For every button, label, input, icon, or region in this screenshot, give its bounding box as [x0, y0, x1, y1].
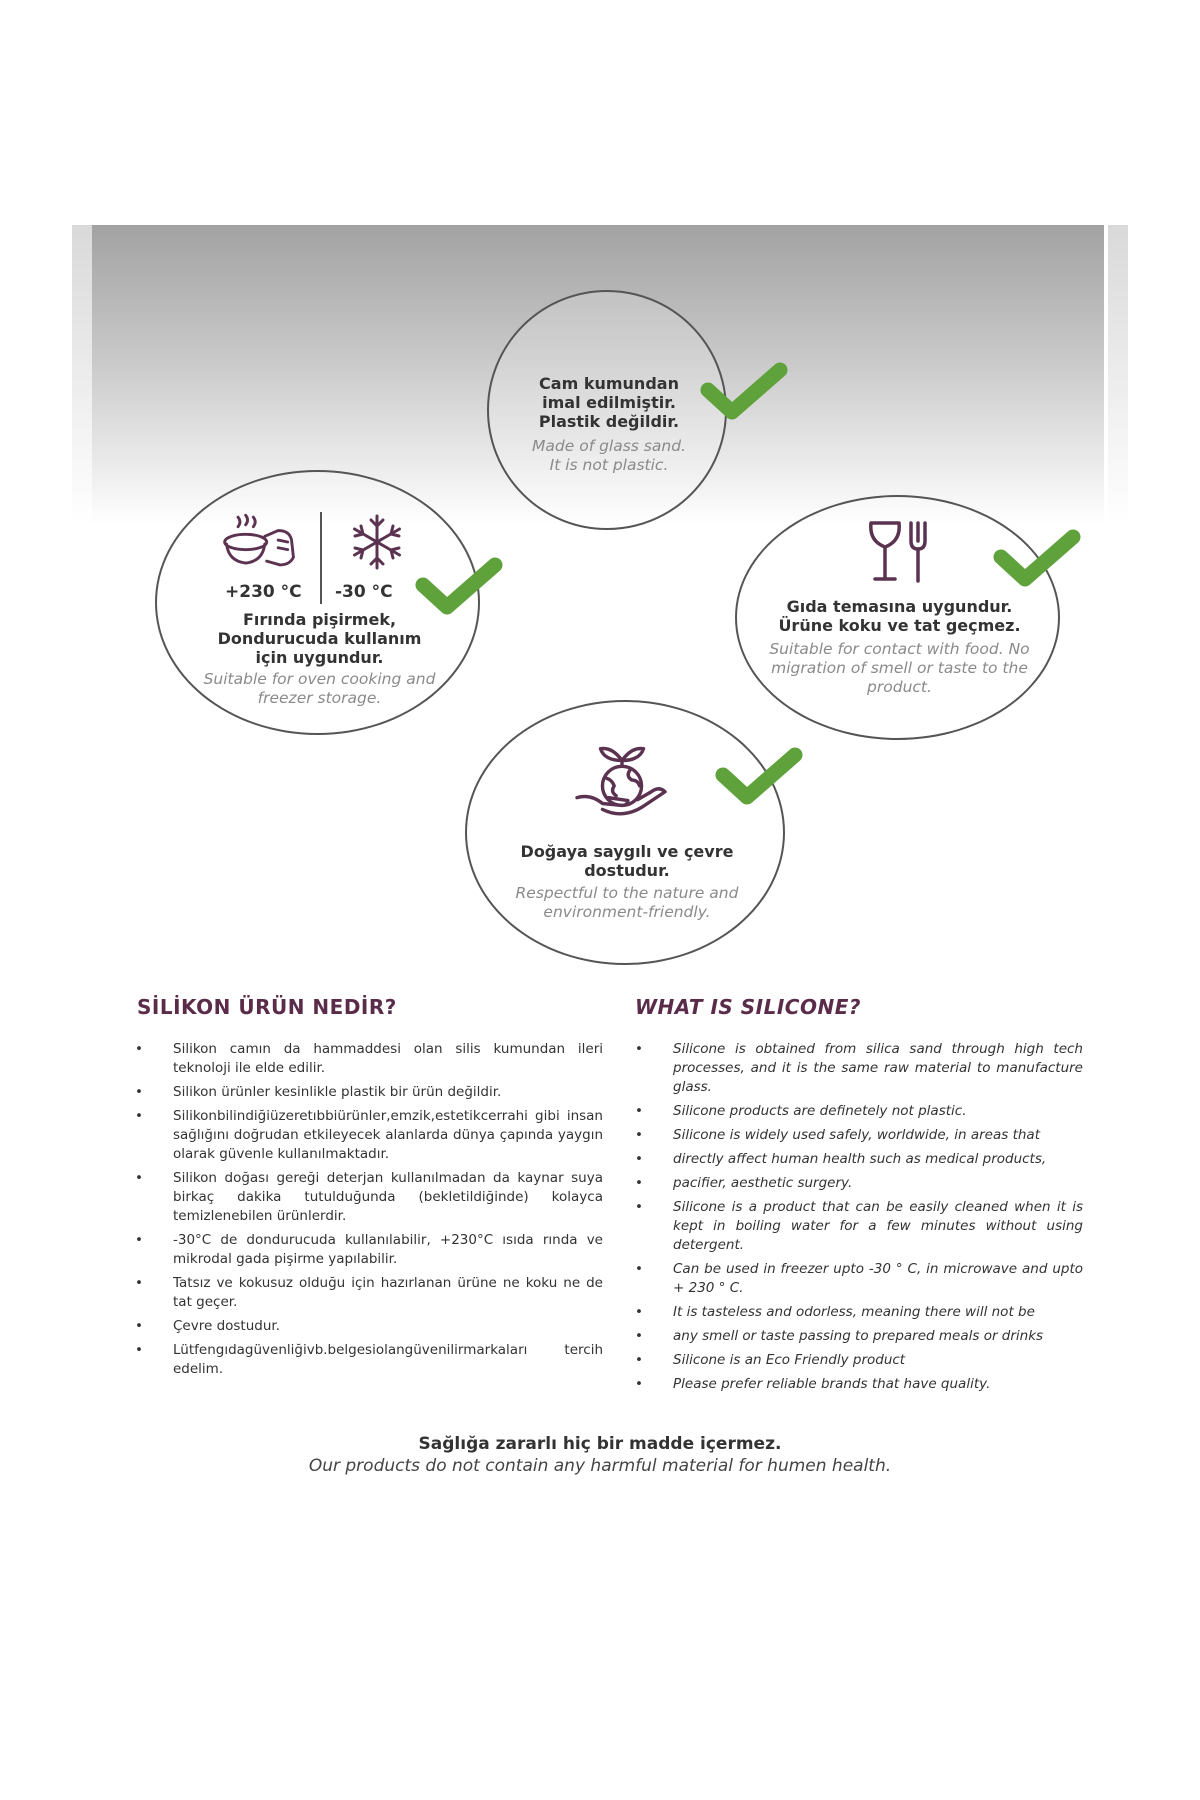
check-mark-icon	[415, 555, 503, 617]
snowflake-icon	[347, 512, 407, 572]
list-item: • Silikon doğası gereği deterjan kullanılmadan da kaynar suya birkaç dakika tutulduğunda (bekletildiğinde) kolayca temizlenebilen ürünlerdir.	[133, 1169, 603, 1226]
list-item: • Silicone is widely used safely, worldwide, in areas that	[633, 1126, 1083, 1145]
feature-oven-tr: Fırında pişirmek, Dondurucuda kullanım için uygundur.	[217, 610, 422, 667]
list-item: • directly affect human health such as medical products,	[633, 1150, 1083, 1169]
en-section-title: WHAT IS SILICONE?	[635, 995, 861, 1019]
tr-section-title: SİLİKON ÜRÜN NEDİR?	[137, 995, 397, 1019]
en-section-list	[633, 1040, 1083, 1399]
feature-circle-nature	[465, 700, 785, 965]
feature-food-tr: Gıda temasına uygundur. Ürüne koku ve tat geçmez.	[778, 597, 1021, 635]
temp-cold: -30 °C	[335, 582, 393, 602]
feature-circle-glass	[487, 290, 727, 530]
feature-nature-en: Respectful to the nature and environment-friendly.	[515, 884, 739, 921]
footer-tr: Sağlığa zararlı hiç bir madde içermez.	[418, 1434, 782, 1454]
list-item: • -30°C de dondurucuda kullanılabilir, +230°C ısıda rında ve mikrodal gada pişirme yapılabilir.	[133, 1231, 603, 1269]
list-item: • Silicone products are definetely not plastic.	[633, 1102, 1083, 1121]
temp-hot: +230 °C	[225, 582, 302, 602]
divider-line	[320, 512, 322, 604]
check-mark-icon	[993, 527, 1081, 589]
list-item: • Silikon ürünler kesinlikle plastik bir ürün değildir.	[133, 1083, 603, 1102]
list-item: • Silikon camın da hammaddesi olan silis kumundan ileri teknoloji ile elde edilir.	[133, 1040, 603, 1078]
right-edge	[1108, 225, 1128, 525]
feature-glass-tr: Cam kumundan imal edilmiştir. Plastik değildir.	[538, 374, 680, 431]
earth-hand-icon	[572, 737, 672, 825]
list-item: • Lütfengıdagüvenliğivb.belgesiolangüvenilirmarkaları tercih edelim.	[133, 1341, 603, 1379]
list-item: • Silicone is obtained from silica sand through high tech processes, and it is the same raw material to manufacture glass.	[633, 1040, 1083, 1097]
feature-nature-tr: Doğaya saygılı ve çevre dostudur.	[520, 842, 734, 880]
list-item: • any smell or taste passing to prepared meals or drinks	[633, 1327, 1083, 1346]
oven-icons-row	[217, 512, 422, 607]
left-edge	[72, 225, 92, 525]
list-item: • Tatsız ve kokusuz olduğu için hazırlanan ürüne ne koku ne de tat geçer.	[133, 1274, 603, 1312]
check-mark-icon	[700, 360, 788, 422]
feature-oven-en: Suitable for oven cooking and freezer storage.	[203, 670, 436, 707]
list-item: • Silicone is an Eco Friendly product	[633, 1351, 1083, 1370]
list-item: • It is tasteless and odorless, meaning there will not be	[633, 1303, 1083, 1322]
oven-dish-icon	[217, 512, 303, 572]
footer-en: Our products do not contain any harmful material for humen health.	[308, 1456, 892, 1476]
list-item: • Çevre dostudur.	[133, 1317, 603, 1336]
tr-section-list	[133, 1040, 603, 1384]
list-item: • Can be used in freezer upto -30 ° C, in microwave and upto + 230 ° C.	[633, 1260, 1083, 1298]
feature-glass-en: Made of glass sand. It is not plastic.	[532, 437, 686, 474]
feature-food-en: Suitable for contact with food. No migration of smell or taste to the product.	[769, 640, 1030, 696]
check-mark-icon	[715, 745, 803, 807]
glass-fork-icon	[865, 517, 935, 587]
list-item: • pacifier, aesthetic surgery.	[633, 1174, 1083, 1193]
list-item: • Silicone is a product that can be easily cleaned when it is kept in boiling water for a few minutes without using detergent.	[633, 1198, 1083, 1255]
list-item: • Please prefer reliable brands that have quality.	[633, 1375, 1083, 1394]
list-item: • Silikonbilindiğiüzeretıbbiürünler,emzik,estetikcerrahi gibi insan sağlığını doğrudan etkileyecek alanlarda dünya çapında yaygın olarak güvenle kullanılmaktadır.	[133, 1107, 603, 1164]
